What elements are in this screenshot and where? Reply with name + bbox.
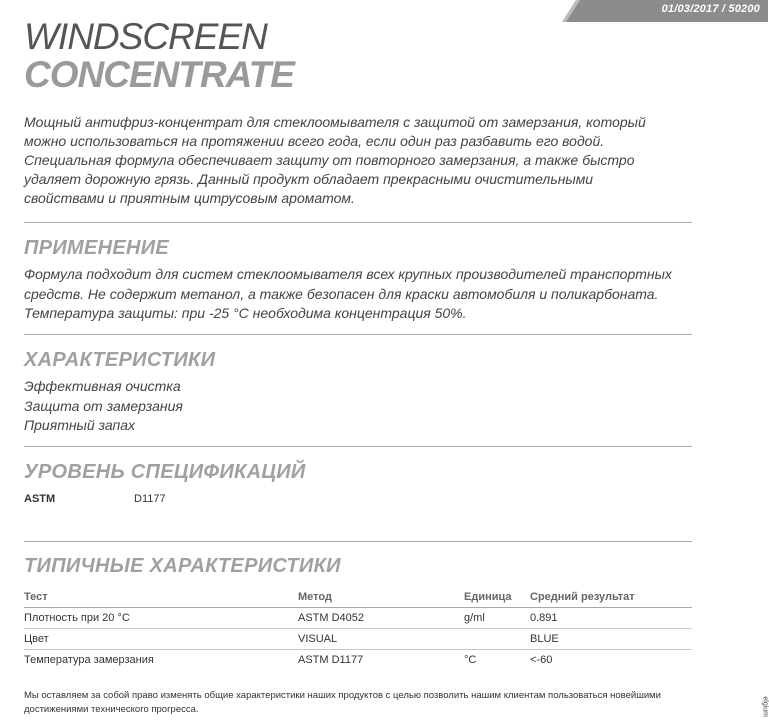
cell-result: <-60 (530, 654, 553, 666)
cell-method: ASTM D4052 (298, 608, 464, 629)
table-row (24, 629, 692, 650)
cell-test: Плотность при 20 °С (24, 608, 298, 629)
table-header-row (24, 586, 692, 608)
column-header-method: Метод (298, 586, 464, 608)
product-title-line2: CONCENTRATE (24, 54, 294, 95)
list-item: Защита от замерзания (24, 397, 183, 414)
list-item: Приятный запах (24, 417, 136, 433)
spec-standard: ASTM (24, 493, 56, 505)
cell-unit (464, 629, 530, 650)
cell-unit: g/ml (464, 608, 530, 629)
cell-test: Цвет (24, 629, 298, 650)
characteristics-heading: ХАРАКТЕРИСТИКИ (24, 349, 216, 371)
product-title (24, 18, 294, 93)
divider (24, 446, 692, 447)
cell-result: 0.891 (530, 608, 692, 629)
date-code: 01/03/2017 / 50200 (661, 3, 760, 15)
cell-method: ASTM D1177 (298, 654, 364, 666)
product-description: Мощный антифриз-концентрат для стеклоомывателя с защитой от замерзания, который можно использоваться на протяжении всего года, если один раз разбавить его водой. Специальная формула обеспечивает защиту от повторного замерзания, а также быстро удаляет дорожную грязь. Данный продукт обладает прекрасными очистительными свойствами и приятным цитрусовым ароматом. (24, 114, 646, 206)
column-header-test: Тест (24, 586, 298, 608)
divider (24, 334, 692, 335)
table-row (24, 650, 692, 671)
specifications-heading: УРОВЕНЬ СПЕЦИФИКАЦИЙ (24, 461, 306, 483)
product-title-line1: WINDSCREEN (24, 16, 267, 57)
characteristics-list (24, 377, 692, 436)
spec-value: D1177 (134, 493, 166, 505)
divider (24, 222, 692, 223)
list-item: Эффективная очистка (24, 378, 181, 394)
disclaimer: Мы оставляем за собой право изменять общие характеристики наших продуктов с целью позволить нашим клиентам пользоваться новейшими достижениями технического прогресса. (24, 690, 661, 715)
cell-result: BLUE (530, 629, 692, 650)
typical-heading: ТИПИЧНЫЕ ХАРАКТЕРИСТИКИ (24, 555, 341, 577)
divider (24, 541, 692, 542)
cell-unit: °C (464, 654, 477, 666)
cell-method: VISUAL (298, 629, 464, 650)
application-body: Формула подходит для систем стеклоомывателя всех крупных производителей транспортных средств. Не содержит метанол, а также безопасен для краски автомобиля и поликарбоната. Температура защиты: при -25 °С необходима концентрация 50%. (24, 266, 672, 321)
column-header-result: Средний результат (530, 586, 692, 608)
typical-table (24, 586, 692, 670)
cell-test: Температура замерзания (24, 654, 154, 666)
column-header-unit: Единица (464, 586, 530, 608)
table-row (24, 608, 692, 629)
date-code-tab (562, 0, 768, 22)
side-mark: elgium (762, 696, 769, 717)
application-heading: ПРИМЕНЕНИЕ (24, 237, 170, 259)
